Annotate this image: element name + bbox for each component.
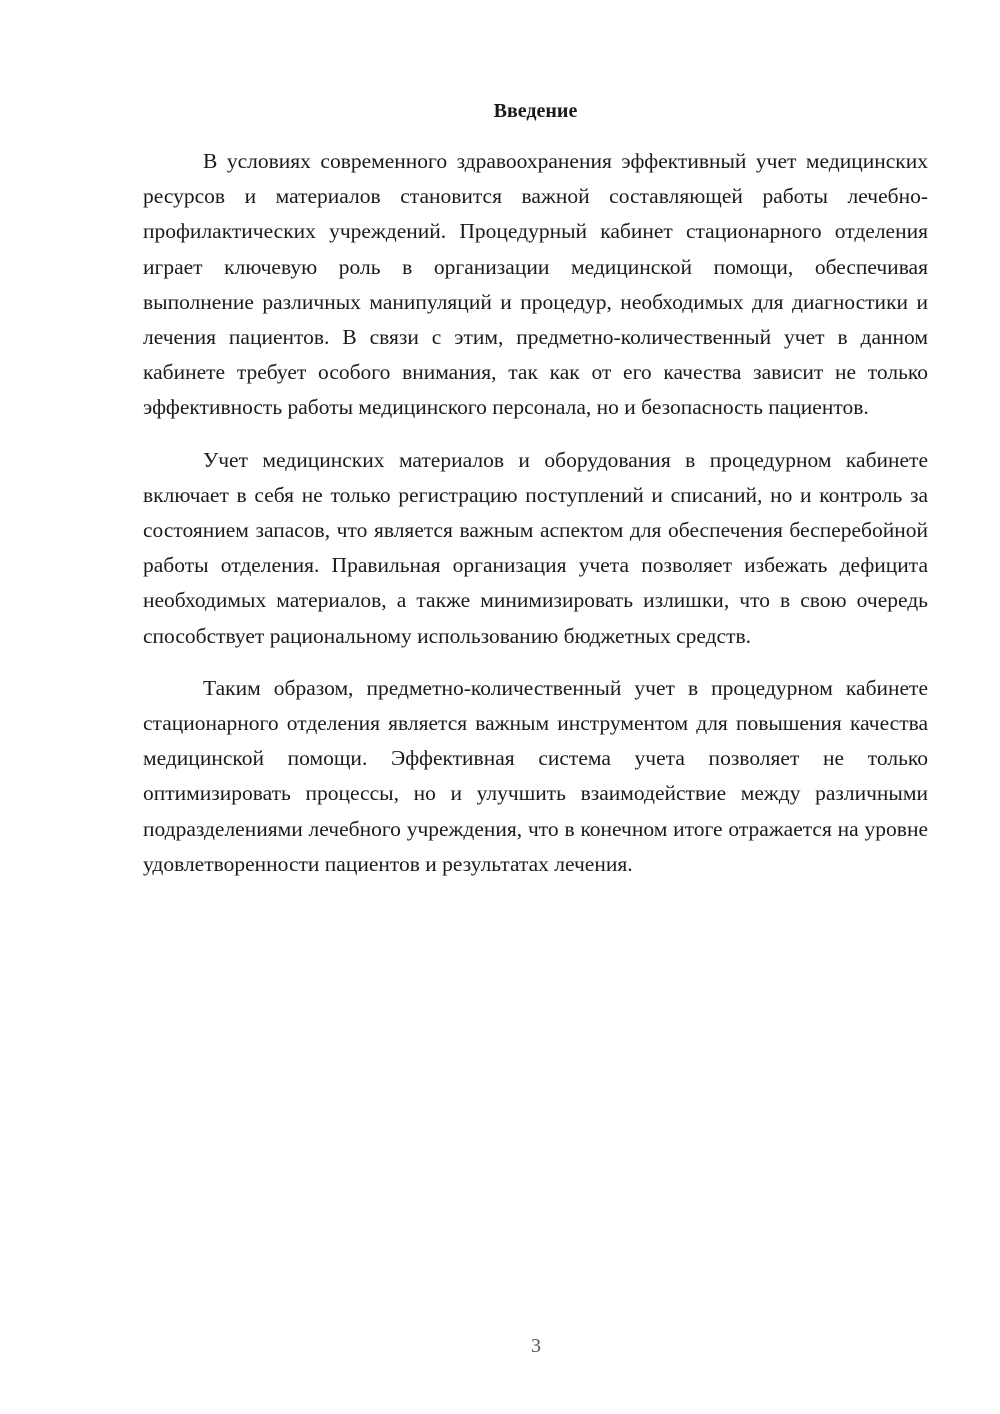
section-heading: Введение: [493, 100, 578, 122]
body-text: [143, 144, 928, 899]
paragraph-2: Учет медицинских материалов и оборудования в процедурном кабинете включает в себя не только регистрацию поступлений и списаний, но и контроль за состоянием запасов, что является важным аспектом для обеспечения бесперебойной работы отделения. Правильная организация учета позволяет избежать дефицита необходимых материалов, а также минимизировать излишки, что в свою очередь способствует рациональному использованию бюджетных средств.: [143, 447, 928, 648]
page-number: 3: [531, 1335, 541, 1357]
paragraph-3: Таким образом, предметно-количественный учет в процедурном кабинете стационарного отделения является важным инструментом для повышения качества медицинской помощи. Эффективная система учета позволяет не только оптимизировать процессы, но и улучшить взаимодействие между различными подразделениями лечебного учреждения, что в конечном итоге отражается на уровне удовлетворенности пациентов и результатах лечения.: [143, 675, 928, 876]
paragraph-1: В условиях современного здравоохранения эффективный учет медицинских ресурсов и материалов становится важной составляющей работы лечебно-профилактических учреждений. Процедурный кабинет стационарного отделения играет ключевую роль в организации медицинской помощи, обеспечивая выполнение различных манипуляций и процедур, необходимых для диагностики и лечения пациентов. В связи с этим, предметно-количественный учет в данном кабинете требует особого внимания, так как от его качества зависит не только эффективность работы медицинского персонала, но и безопасность пациентов.: [143, 149, 928, 420]
